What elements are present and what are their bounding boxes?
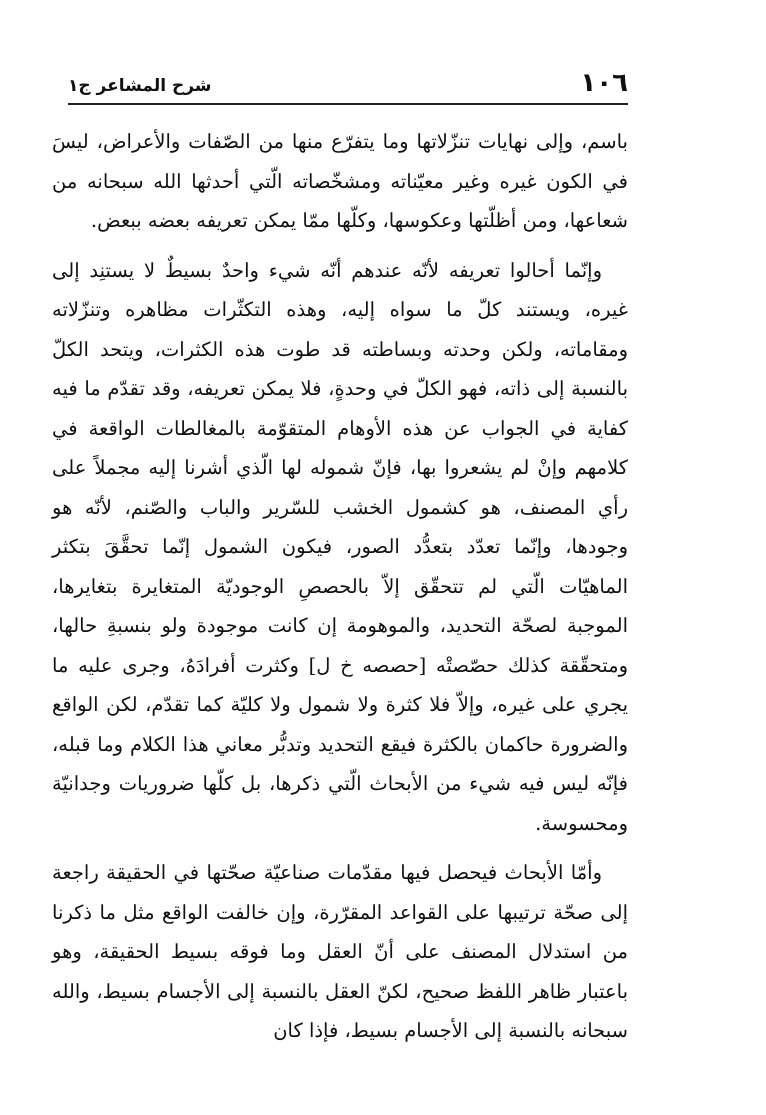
paragraph-investigations: وأمّا الأبحاث فيحصل فيها مقدّمات صناعيّة صحّتها في الحقيقة راجعة إلى صحّة ترتيبها على القواعد المقرّرة، وإن خالفت الواقع مثل ما ذكرنا من استدلال المصنف على أنّ العقل وما فوقه بسيط الحقيقة، وهو باعتبار ظاهر اللفظ صحيح، لكنّ العقل بالنسبة إلى الأجسام بسيط، والله سبحانه بالنسبة إلى الأجسام بسيط، فإذا كان — [52, 861, 628, 1042]
page-number: ١٠٦ — [580, 68, 628, 98]
header-divider — [68, 103, 628, 105]
page-header — [68, 62, 628, 98]
paragraph-continuation: باسم، وإلى نهايات تنزّلاتها وما يتفرّع منها من الصّفات والأعراض، ليسَ في الكون غيره وغير معيّناته ومشخّصاته الّتي أحدثها الله سبحانه من شعاعها، ومن أظلّتها وعكوسها، وكلّها ممّا يمكن تعريفه بعضه ببعض. — [52, 130, 628, 232]
body-text — [52, 122, 628, 1051]
paragraph-definition: وإنّما أحالوا تعريفه لأنّه عندهم أنّه شيء واحدٌ بسيطٌ لا يستنِد إلى غيره، ويستند كلّ ما سواه إليه، وهذه التكثّرات مظاهره وتنزّلاته ومقاماته، ولكن وحدته وبساطته قد طوت هذه الكثرات، ويتحد الكلّ بالنسبة إلى ذاته، فهو الكلّ في وحدةٍ، فلا يمكن تعريفه، وقد تقدّم ما فيه كفاية في الجواب عن هذه الأوهام المتقوّمة بالمغالطات الواقعة في كلامهم وإنْ لم يشعروا بها، فإنّ شموله لها الّذي أشرنا إليه مجملاً على رأي المصنف، هو كشمول الخشب للسّرير والباب والصّنم، لأنّه هو وجودها، وإنّما تعدّد بتعدُّد الصور، فيكون الشمول إنّما تحقَّقَ بتكثر الماهيّات الّتي لم تتحقّق إلاّ بالحصصِ الوجوديّة المتغايرة بتغايرها، الموجبة لصحّة التحديد، والموهومة إن كانت موجودة ولو بنسبةِ حالها، ومتحقّقة كذلك حصّصتْه [حصصه خ ل] وكثرت أفرادَهُ، وجرى عليه ما يجري على غيره، وإلاّ فلا كثرة ولا شمول ولا كليّة كما تقدّم، لكن الواقع والضرورة حاكمان بالكثرة فيقع التحديد وتدبُّر معاني هذا الكلام وما قبله، فإنّه ليس فيه شيء من الأبحاث الّتي ذكرها، بل كلّها ضروريات وجدانيّة ومحسوسة. — [52, 258, 628, 835]
running-title: شرح المشاعر ج١ — [68, 76, 212, 96]
